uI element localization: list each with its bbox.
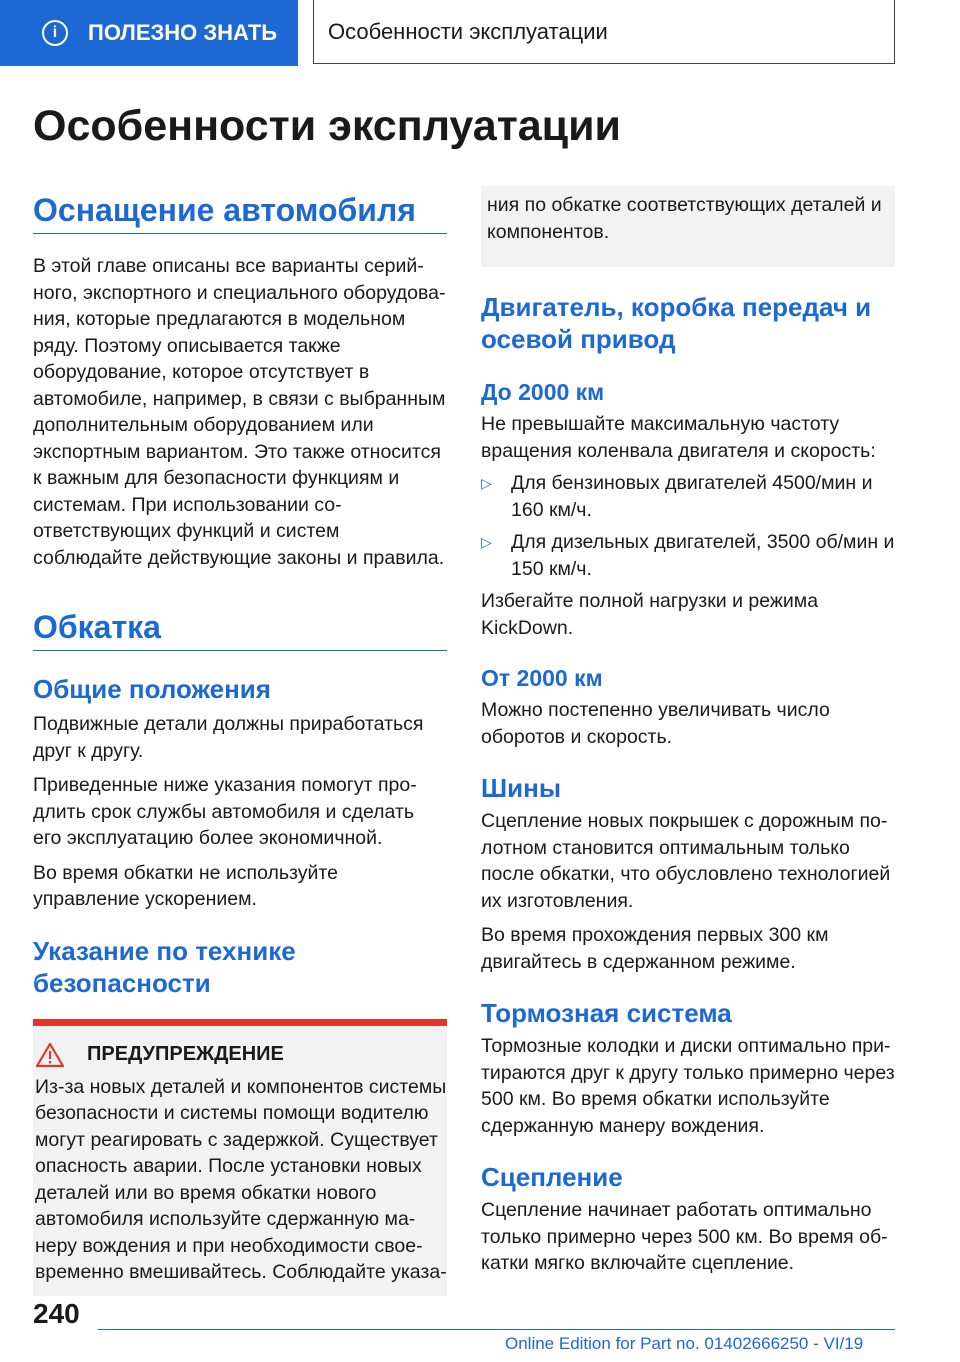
list-item-text: Для дизельных двигателей, 3500 об/мин и 150 км/ч. [511, 531, 895, 580]
list-item [481, 529, 895, 582]
rpm-list [481, 470, 895, 582]
triangle-bullet-icon: ▷ [481, 534, 492, 550]
brakes-p1: Тормозные колодки и диски оптимально притираются друг к другу только примерно через 500 км. Во время обкатки используйте сдержанную манеру вождения. [481, 1035, 895, 1137]
edition-link[interactable]: Online Edition for Part no. 01402666250 - VI/19 [505, 1334, 864, 1353]
equipment-text: В этой главе описаны все варианты серийного, экспортного и специального оборудования, которые предлагаются в модельном ряду. Поэтому описывается также оборудование, которое отсутствует в автомобиле, например, в связи с выбранным дополнительным оборудованием или экспортным вариантом. Это также относится к важным для безопасности функциям и системам. При использовании соответствующих функций и систем соблюдайте действующие законы и правила. [33, 255, 446, 569]
page-number: 240 [33, 1298, 80, 1329]
info-icon: i [42, 20, 68, 46]
general-p2: Приведенные ниже указания помогут продлить срок службы автомобиля и сделать его эксплуатацию более экономичной. [33, 774, 417, 849]
warning-bar [33, 1019, 447, 1026]
general-p1: Подвижные детали должны приработаться друг к другу. [33, 713, 424, 762]
avoid-text: Избегайте полной нагрузки и режима KickDown. [481, 590, 819, 639]
brakes-heading: Тормозная система [481, 998, 732, 1028]
footer-divider [98, 1329, 895, 1330]
upto-2000-heading: До 2000 км [481, 379, 605, 405]
tires-p2: Во время прохождения первых 300 км двигайтесь в сдержанном режиме. [481, 924, 829, 973]
general-p3: Во время обкатки не используйте управление ускорением. [33, 861, 338, 910]
tires-heading: Шины [481, 773, 562, 803]
tires-p1: Сцепление новых покрышек с дорожным полотном становится оптимальным только после обкатки, что обусловлено технологией их изготовления. [481, 810, 891, 912]
triangle-bullet-icon: ▷ [481, 475, 492, 491]
page-title: Особенности эксплуатации [33, 102, 621, 150]
right-column [481, 186, 895, 1277]
warning-header [35, 1042, 447, 1068]
engine-heading: Двигатель, коробка передач и осевой привод [481, 292, 872, 354]
upto-2000-text: Не превышайте максимальную частоту вращения коленвала двигателя и скорость: [481, 413, 876, 462]
from-2000-text: Можно постепенно увеличивать число оборотов и скорость. [481, 699, 830, 748]
warning-text: Из-за новых деталей и компонентов системы безопасности и системы помощи водителю могут реагировать с задержкой. Существует опасность аварии. После установки новых деталей или во время обкатки нового автомобиля используйте сдержанную манеру вождения и при необходимости своевременно вмешивайтесь. Соблюдайте указа- [35, 1075, 447, 1283]
warning-block [33, 1019, 447, 1296]
section-title: Особенности эксплуатации [328, 18, 608, 44]
warning-title: ПРЕДУПРЕЖДЕНИЕ [87, 1043, 284, 1065]
left-column [33, 190, 447, 1296]
from-2000-heading: От 2000 км [481, 665, 603, 691]
list-item [481, 470, 895, 523]
warning-continued-text: ния по обкатке соответствующих деталей и компонентов. [487, 194, 882, 243]
warning-box [33, 1026, 447, 1296]
warning-continued-box [481, 186, 895, 267]
warning-triangle-icon [35, 1042, 65, 1068]
list-item-text: Для бензиновых двигателей 4500/мин и 160 км/ч. [511, 472, 873, 521]
tab-useful-info[interactable] [0, 0, 298, 66]
clutch-heading: Сцепление [481, 1162, 623, 1192]
equipment-heading: Оснащение автомобиля [33, 190, 447, 234]
clutch-p1: Сцепление начинает работать оптимально только примерно через 500 км. Во время обкатки мягко включайте сцепление. [481, 1199, 888, 1274]
top-bar [0, 0, 960, 66]
running-in-heading: Обкатка [33, 607, 447, 651]
safety-heading: Указание по технике безопасности [33, 935, 296, 998]
tab-label: ПОЛЕЗНО ЗНАТЬ [88, 20, 278, 45]
section-title-tab [313, 0, 895, 64]
general-heading: Общие положения [33, 674, 271, 704]
